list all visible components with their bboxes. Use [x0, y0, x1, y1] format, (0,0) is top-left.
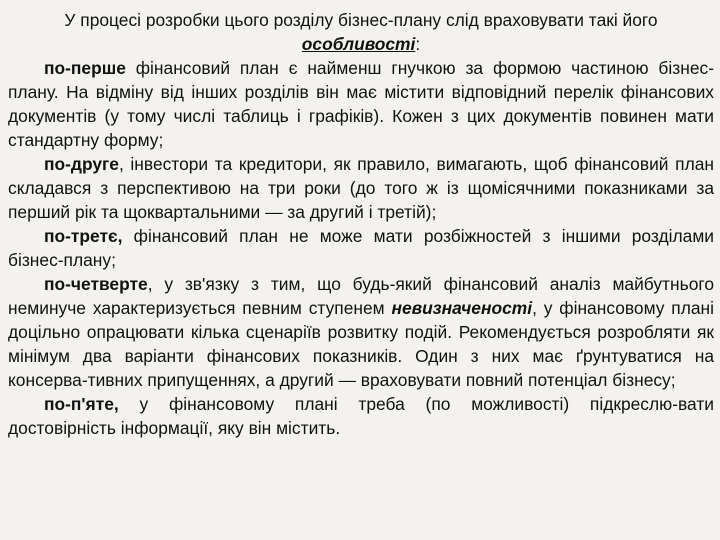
list-item-second — [8, 152, 714, 224]
item-lead: по-третє, — [44, 226, 123, 246]
item-text-continued: , у фінансовому плані доцільно опрацювати кілька сценаріїв розвитку подій. Рекомендується розробляти як мінімум два варіанти фінансових показників. Один з них має ґрунтуватися на консерва-тивних припущеннях, а другий — враховувати повний потенціал бізнесу; — [8, 298, 714, 390]
item-text: , інвестори та кредитори, як правило, вимагають, щоб фінансовий план складався з перспективою на три роки (до того ж із щомісячними показниками за перший рік та щоквартальними — за другий і третій); — [8, 154, 714, 222]
list-item-fifth — [8, 392, 714, 440]
intro-text: У процесі розробки цього розділу бізнес-плану слід враховувати такі його — [64, 10, 658, 30]
item-text: фінансовий план не може мати розбіжностей з іншими розділами бізнес-плану; — [8, 226, 714, 270]
item-text: фінансовий план є найменш гнучкою за формою частиною бізнес-плану. На відміну від інших розділів він має містити відповідний перелік фінансових документів (у тому числі таблиць і графіків). Кожен з цих документів повинен мати стандартну форму; — [8, 58, 714, 150]
item-emphasis: невизначеності — [391, 298, 533, 318]
item-lead: по-друге — [44, 154, 119, 174]
item-text: , у зв'язку з тим, що будь-який фінансовий аналіз майбутнього неминуче характеризується певним ступенем — [8, 274, 714, 318]
item-lead: по-четверте — [44, 274, 148, 294]
item-lead: по-п'яте, — [44, 394, 119, 414]
list-item-fourth — [8, 272, 714, 392]
item-lead: по-перше — [44, 58, 126, 78]
intro-key-term: особливості — [301, 34, 416, 54]
intro-paragraph — [8, 8, 714, 56]
intro-colon: : — [415, 34, 421, 54]
list-item-third — [8, 224, 714, 272]
list-item-first — [8, 56, 714, 152]
item-text: у фінансовому плані треба (по можливості) підкреслю-вати достовірність інформації, яку він містить. — [8, 394, 714, 438]
